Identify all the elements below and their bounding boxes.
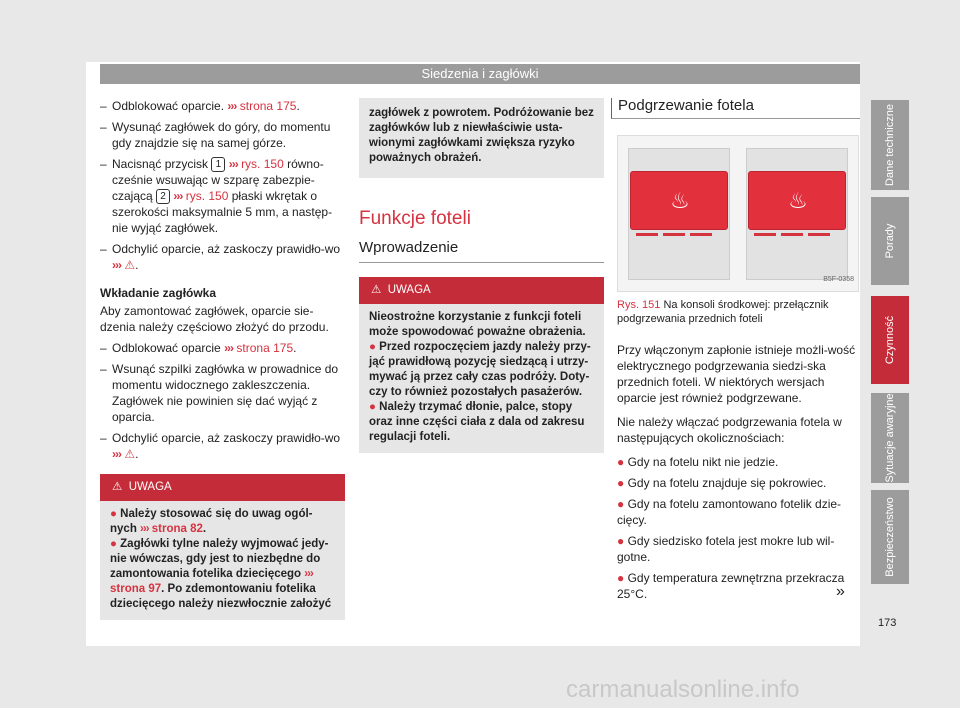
section-title: Funkcje foteli	[359, 208, 471, 229]
cross-reference-link[interactable]: strona 175	[239, 99, 297, 113]
warning-header: ⚠ UWAGA	[359, 277, 604, 304]
indicator-led	[690, 233, 712, 236]
heating-switch-left	[630, 171, 728, 230]
subheading: Wkładanie zagłówka	[100, 286, 217, 300]
page-header: Siedzenia i zagłówki	[100, 64, 860, 84]
bullet-icon: ●	[369, 401, 376, 413]
tab-dane-techniczne[interactable]: Dane techniczne	[871, 100, 909, 190]
cross-reference-link[interactable]: strona 97	[110, 583, 162, 595]
cross-reference-link[interactable]: strona 175	[236, 341, 294, 355]
heating-switch-right	[748, 171, 846, 230]
warning-box	[359, 277, 604, 453]
bullet-icon: ●	[617, 497, 625, 511]
column-right	[617, 98, 860, 607]
paragraph: Nie należy włączać podgrzewania fotela w następujących okolicznościach:	[617, 415, 842, 445]
warning-box-continued: zagłówek z powrotem. Podróżowanie bez zagłówków lub z niewłaściwie usta-wionymi zagłówkami zwiększa ryzyko poważnych obrażeń.	[359, 98, 604, 178]
indicator-led	[808, 233, 830, 236]
bullet-icon: ●	[617, 571, 625, 585]
tab-bezpieczenstwo[interactable]: Bezpieczeństwo	[871, 490, 909, 584]
warning-body: Nieostrożne korzystanie z funkcji foteli może spowodować poważne obrażenia. ● Przed rozpoczęciem jazdy należy przy-jąć prawidłową pozycję siedzącą i utrzy-mywać ją przez cały czas podróży. Doty-czy to również pozostałych pasażerów. ● Należy trzymać dłonie, palce, stopy oraz inne części ciała z dala od zakresu regulacji foteli.	[369, 311, 591, 443]
column-middle	[359, 98, 604, 453]
list-item: – Wysunąć zagłówek do góry, do momentu gdy znajdzie się na samej górze.	[100, 119, 345, 151]
bullet-icon: ●	[369, 341, 376, 353]
bullet-icon: ●	[617, 534, 625, 548]
button-number-1: 1	[211, 157, 225, 172]
list-item: – Odblokować oparcie. ››› strona 175.	[100, 98, 345, 114]
warning-triangle-icon: ⚠	[124, 258, 136, 272]
figure-seat-heating-switches	[617, 135, 859, 292]
figure-reference-link[interactable]: rys. 150	[241, 157, 284, 171]
list-item: ● Gdy siedzisko fotela jest mokre lub wil-gotne.	[617, 534, 835, 564]
bullet-list	[617, 454, 860, 602]
page-number: 173	[878, 617, 897, 629]
button-number-2: 2	[156, 189, 170, 204]
continue-mark: »	[836, 583, 845, 600]
bullet-icon: ●	[617, 455, 625, 469]
figure-id: B5F-0358	[823, 276, 854, 283]
bullet-icon: ●	[110, 508, 117, 520]
tab-czynnosc[interactable]: Czynność	[871, 296, 909, 384]
figure-caption: Rys. 151 Na konsoli środkowej: przełącznik podgrzewania przednich foteli	[617, 299, 829, 325]
warning-triangle-icon: ⚠	[371, 284, 382, 296]
warning-box	[100, 474, 345, 620]
bullet-icon: ●	[617, 476, 625, 490]
list-item: – Wsunąć szpilki zagłówka w prowadnice do momentu widocznego zakleszczenia. Zagłówek nie powinien się dać wyjąć z oparcia.	[100, 361, 345, 425]
indicator-led	[636, 233, 658, 236]
seat-heating-icon: ♨	[670, 188, 690, 213]
list-item: – Odchylić oparcie, aż zaskoczy prawidło-wo ››› ⚠.	[100, 430, 345, 462]
list-item: – Odchylić oparcie, aż zaskoczy prawidło-wo ››› ⚠.	[100, 241, 345, 273]
subsection-title: Podgrzewanie fotela	[618, 97, 754, 114]
warning-triangle-icon: ⚠	[124, 447, 136, 461]
tab-porady[interactable]: Porady	[871, 197, 909, 285]
column-left	[100, 98, 345, 620]
cross-reference-link[interactable]: strona 82	[151, 523, 203, 535]
list-item: ● Gdy na fotelu nikt nie jedzie.	[617, 455, 779, 469]
warning-body: ● Należy stosować się do uwag ogól-nych ››› strona 82. ● Zagłówki tylne należy wyjmować jedy-nie wówczas, gdy jest to niezbędne do zamontowania fotelika dziecięcego ››› strona 97. Po zdemontowaniu fotelika dziecięcego należy niezwłocznie założyć	[110, 508, 332, 610]
paragraph: Aby zamontować zagłówek, oparcie sie-dzenia należy częściowo złożyć do przodu.	[100, 304, 329, 334]
warning-triangle-icon: ⚠	[112, 481, 123, 493]
list-item: – Nacisnąć przycisk 1 ››› rys. 150 równo-cześnie wsuwając w szparę zabezpie-czającą 2 ››› rys. 150 płaski wkrętak o szerokości maksymalnie 5 mm, a następ-nie wyjąć zagłówek.	[100, 156, 345, 236]
paragraph: Przy włączonym zapłonie istnieje możli-wość elektrycznego podgrzewania siedzi-ska przednich foteli. W niektórych wersjach oparcie jest również podgrzewane.	[617, 343, 856, 405]
list-item: ● Gdy na fotelu znajduje się pokrowiec.	[617, 476, 827, 490]
warning-header: ⚠ UWAGA	[100, 474, 345, 501]
figure-reference-link[interactable]: rys. 150	[185, 189, 229, 203]
indicator-led	[781, 233, 803, 236]
tab-sytuacje-awaryjne[interactable]: Sytuacje awaryjne	[871, 393, 909, 483]
list-item: – Odblokować oparcie ››› strona 175.	[100, 340, 345, 356]
subsection-title: Wprowadzenie	[359, 240, 604, 263]
list-item: ● Gdy na fotelu zamontowano fotelik dzie-cięcy.	[617, 497, 842, 527]
bullet-icon: ●	[110, 538, 117, 550]
seat-heating-icon: ♨	[788, 188, 808, 213]
indicator-led	[754, 233, 776, 236]
indicator-led	[663, 233, 685, 236]
watermark: carmanualsonline.info	[566, 676, 800, 703]
list-item: ● Gdy temperatura zewnętrzna przekracza 25°C.	[617, 571, 845, 601]
